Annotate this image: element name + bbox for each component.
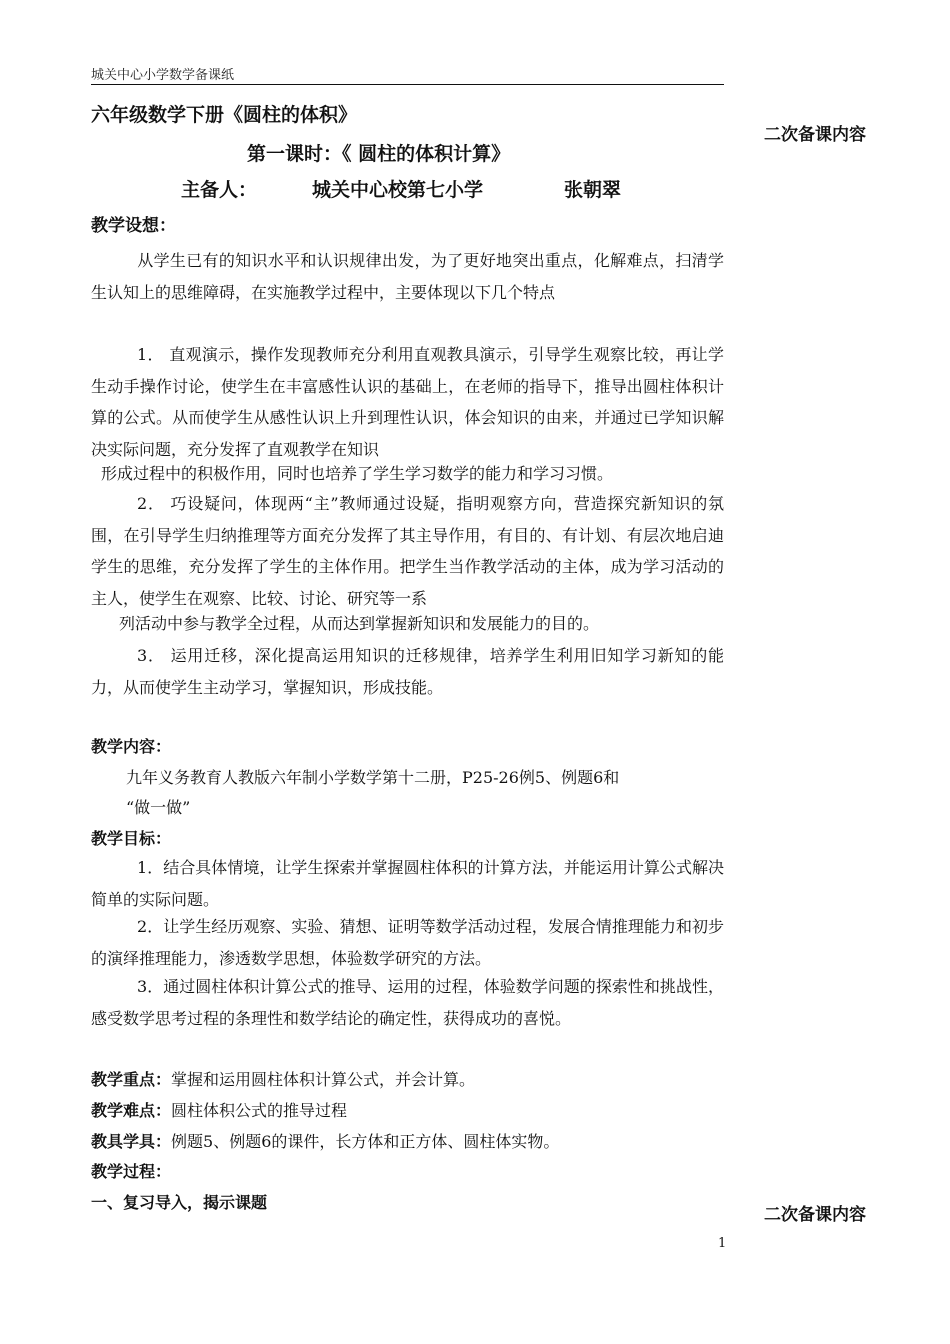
difficulty-text: 圆柱体积公式的推导过程 [171, 1101, 348, 1120]
goal-3 [91, 971, 724, 1034]
design-intro-text: 从学生已有的知识水平和认识规律出发，为了更好地突出重点，化解难点，扫清学生认知上的思维障碍，在实施教学过程中，主要体现以下几个特点 [91, 251, 724, 302]
goal-1-text: 1．结合具体情境，让学生探索并掌握圆柱体积的计算方法，并能运用计算公式解决简单的实际问题。 [91, 858, 724, 909]
content-line-2: “做一做” [126, 798, 191, 817]
tools [91, 1129, 559, 1152]
key-point-text: 掌握和运用圆柱体积计算公式，并会计算。 [171, 1070, 476, 1089]
content-line-1: 九年义务教育人教版六年制小学数学第十二册，P25-26例5、例题6和 [126, 768, 620, 787]
author-school: 城关中心校第七小学 [312, 179, 484, 201]
tools-text: 例题5、例题6的课件，长方体和正方体、圆柱体实物。 [171, 1132, 560, 1151]
design-point-3 [91, 640, 724, 703]
tools-label: 教具学具： [91, 1132, 172, 1151]
header-rule [91, 84, 724, 85]
key-point [91, 1067, 475, 1090]
design-point-3-text: 3． 运用迁移，深化提高运用知识的迁移规律，培养学生利用旧知学习新知的能力，从而使学生主动学习，掌握知识，形成技能。 [91, 646, 724, 697]
design-point-1-text: 1． 直观演示，操作发现教师充分利用直观教具演示，引导学生观察比较，再让学生动手操作讨论，使学生在丰富感性认识的基础上，在老师的指导下，推导出圆柱体积计算的公式。从而使学生从感性认识上升到理性认识，体会知识的由来，并通过已学知识解决实际问题，充分发挥了直观教学在知识 [91, 345, 724, 459]
design-intro [91, 245, 724, 308]
design-point-2-text: 2． 巧设疑问，体现两“主”教师通过设疑，指明观察方向，营造探究新知识的氛围，在引导学生归纳推理等方面充分发挥了其主导作用，有目的、有计划、有层次地启迪学生的思维，充分发挥了学生的主体作用。把学生当作教学活动的主体，成为学习活动的主人，使学生在观察、比较、讨论、研究等一系 [91, 494, 724, 608]
goal-1 [91, 852, 724, 915]
difficulty-label: 教学难点： [91, 1101, 172, 1120]
design-point-1 [91, 339, 724, 465]
author-label: 主备人： [181, 179, 258, 201]
page-number: 1 [718, 1236, 727, 1251]
side-note-top: 二次备课内容 [764, 125, 866, 145]
side-note-bottom: 二次备课内容 [764, 1205, 866, 1225]
design-point-2-tail: 列活动中参与教学全过程，从而达到掌握新知识和发展能力的目的。 [119, 614, 600, 633]
author-name: 张朝翠 [564, 179, 622, 201]
design-heading: 教学设想： [91, 216, 176, 236]
main-title: 六年级数学下册《圆柱的体积》 [91, 104, 358, 126]
design-point-2 [91, 488, 724, 614]
key-point-label: 教学重点： [91, 1070, 172, 1089]
goals-heading: 教学目标： [91, 829, 172, 848]
page-header: 城关中心小学数学备课纸 [91, 68, 235, 83]
process-heading: 教学过程： [91, 1162, 172, 1181]
design-point-1-tail: 形成过程中的积极作用，同时也培养了学生学习数学的能力和学习习惯。 [101, 464, 614, 483]
difficulty [91, 1098, 347, 1121]
process-step-1: 一、复习导入，揭示课题 [91, 1193, 268, 1212]
lesson-title: 第一课时：《 圆柱的体积计算》 [247, 143, 511, 165]
goal-2-text: 2．让学生经历观察、实验、猜想、证明等数学活动过程，发展合情推理能力和初步的演绎推理能力，渗透数学思想，体验数学研究的方法。 [91, 917, 724, 968]
goal-2 [91, 911, 724, 974]
goal-3-text: 3．通过圆柱体积计算公式的推导、运用的过程，体验数学问题的探索性和挑战性，感受数学思考过程的条理性和数学结论的确定性，获得成功的喜悦。 [91, 977, 724, 1028]
content-heading: 教学内容： [91, 737, 172, 756]
